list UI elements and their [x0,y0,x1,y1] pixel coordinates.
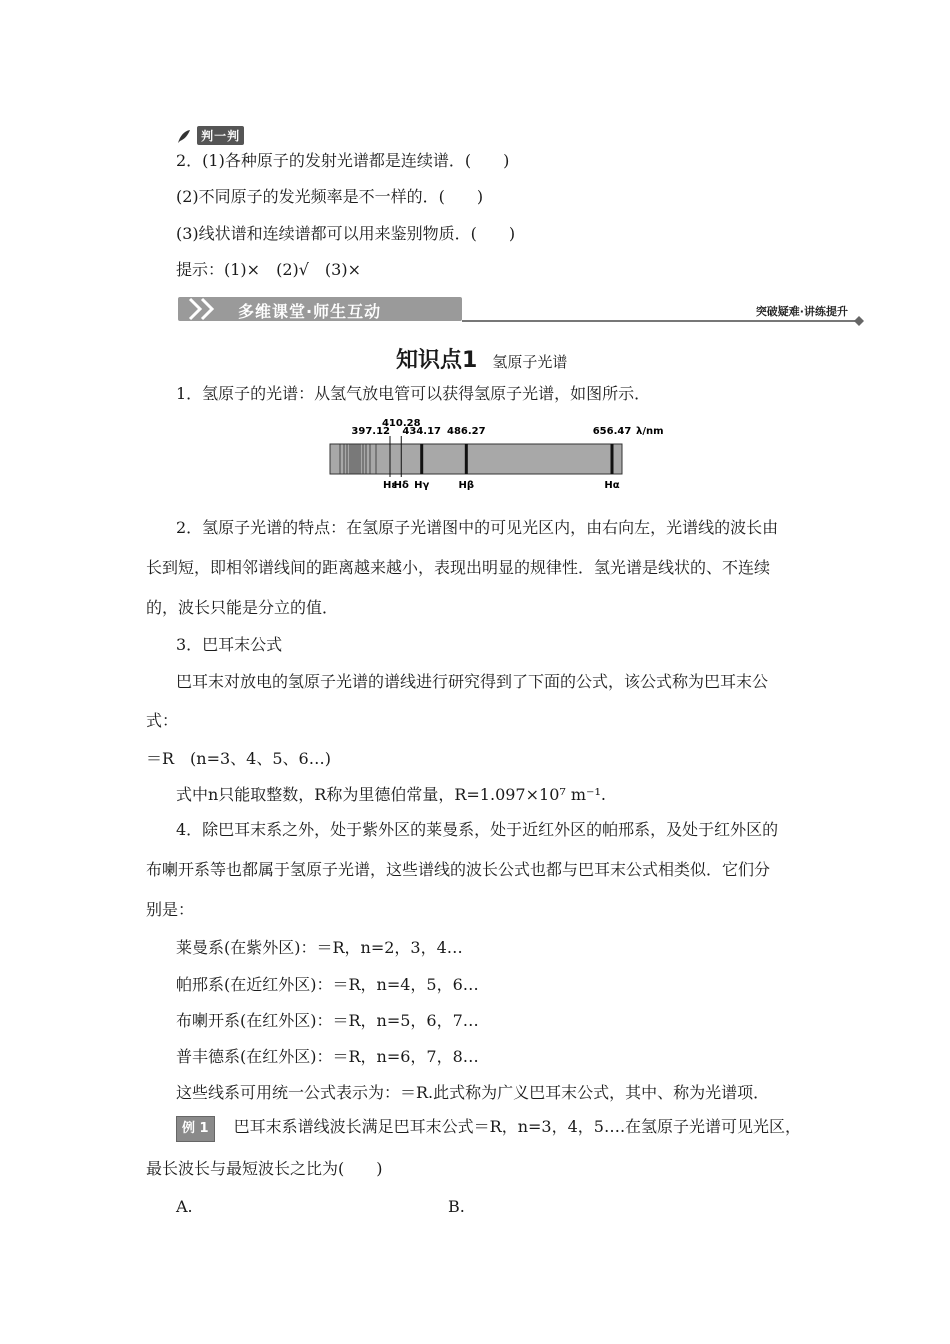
judge-header [176,125,244,145]
knowledge-subtitle: 氢原子光谱 [492,353,568,371]
option-b: B. [448,1197,465,1216]
option-a: A. [176,1197,193,1216]
line-name-Hα: Hα [604,480,620,491]
banner-main [178,297,462,321]
series-paschen: 帕邢系(在近红外区)：＝R，n=4，5，6… [176,975,479,994]
para-3-heading: 3．巴耳末公式 [176,635,283,654]
chevron-right-icon [184,297,234,321]
knowledge-heading [396,343,567,374]
para-1: 1．氢原子的光谱：从氢气放电管可以获得氢原子光谱，如图所示． [176,384,651,403]
wavelength-label-Hε: 397.12 [351,426,390,437]
banner-right-text: 突破疑难·讲练提升 [755,305,848,318]
section-banner [178,297,868,323]
unit-label: λ/nm [636,426,664,437]
series-lyman: 莱曼系(在紫外区)：＝R，n=2，3，4… [176,938,463,957]
line-name-Hγ: Hγ [414,480,430,491]
wavelength-label-Hγ: 434.17 [402,426,442,437]
para-4-line-3: 别是： [146,900,195,919]
diamond-icon [854,316,864,326]
example-line-2: 最长波长与最短波长之比为( ) [146,1159,383,1178]
line-name-Hβ: Hβ [458,480,475,491]
leaf-icon [176,128,192,144]
example-badge: 例 1 [176,1116,215,1142]
para-4-line-1: 4．除巴耳末系之外，处于紫外区的莱曼系，处于近红外区的帕邢系，及处于红外区的 [176,820,779,839]
banner-divider [462,320,862,322]
judge-q2: (2)不同原子的发光频率是不一样的．( ) [176,187,484,206]
spectrum-bar [330,444,622,474]
hydrogen-spectrum-figure [320,414,664,494]
example-line-1 [176,1116,801,1142]
para-4-line-2: 布喇开系等也都属于氢原子光谱，这些谱线的波长公式也都与巴耳末公式相类似．它们分 [146,860,771,879]
knowledge-title: 知识点1 [396,348,478,373]
line-name-Hδ: Hδ [393,480,409,491]
para-3-line-1: 巴耳末对放电的氢原子光谱的谱线进行研究得到了下面的公式，该公式称为巴耳末公 [176,672,769,691]
series-brackett: 布喇开系(在红外区)：＝R，n=5，6，7… [176,1011,479,1030]
wavelength-label-Hδ: 410.28 [381,418,421,429]
line-name-Hε: Hε [383,480,397,491]
banner-title: 多维课堂·师生互动 [238,302,382,321]
judge-badge: 判一判 [197,126,244,145]
series-pfund: 普丰德系(在红外区)：＝R，n=6，7，8… [176,1047,479,1066]
para-3-line-2: 式： [146,711,179,730]
para-2-line-3: 的，波长只能是分立的值． [146,598,339,617]
formula: ＝R (n=3、4、5、6…) [146,749,331,768]
judge-hint: 提示：(1)× (2)√ (3)× [176,260,362,279]
example-text-1: 巴耳末系谱线波长满足巴耳末公式＝R，n=3，4，5….在氢原子光谱可见光区， [233,1117,802,1136]
judge-q1: 2．(1)各种原子的发射光谱都是连续谱．( ) [176,151,510,170]
judge-q3: (3)线状谱和连续谱都可以用来鉴别物质．( ) [176,224,516,243]
para-2-line-2: 长到短，即相邻谱线间的距离越来越小，表现出明显的规律性．氢光谱是线状的、不连续 [146,558,771,577]
wavelength-label-Hβ: 486.27 [447,426,486,437]
wavelength-label-Hα: 656.47 [592,426,632,437]
general-formula: 这些线系可用统一公式表示为：＝R.此式称为广义巴耳末公式，其中、称为光谱项． [176,1083,770,1102]
para-2-line-1: 2．氢原子光谱的特点：在氢原子光谱图中的可见光区内，由右向左，光谱线的波长由 [176,518,779,537]
formula-note: 式中n只能取整数，R称为里德伯常量，R=1.097×10⁷ m⁻¹. [176,785,606,804]
